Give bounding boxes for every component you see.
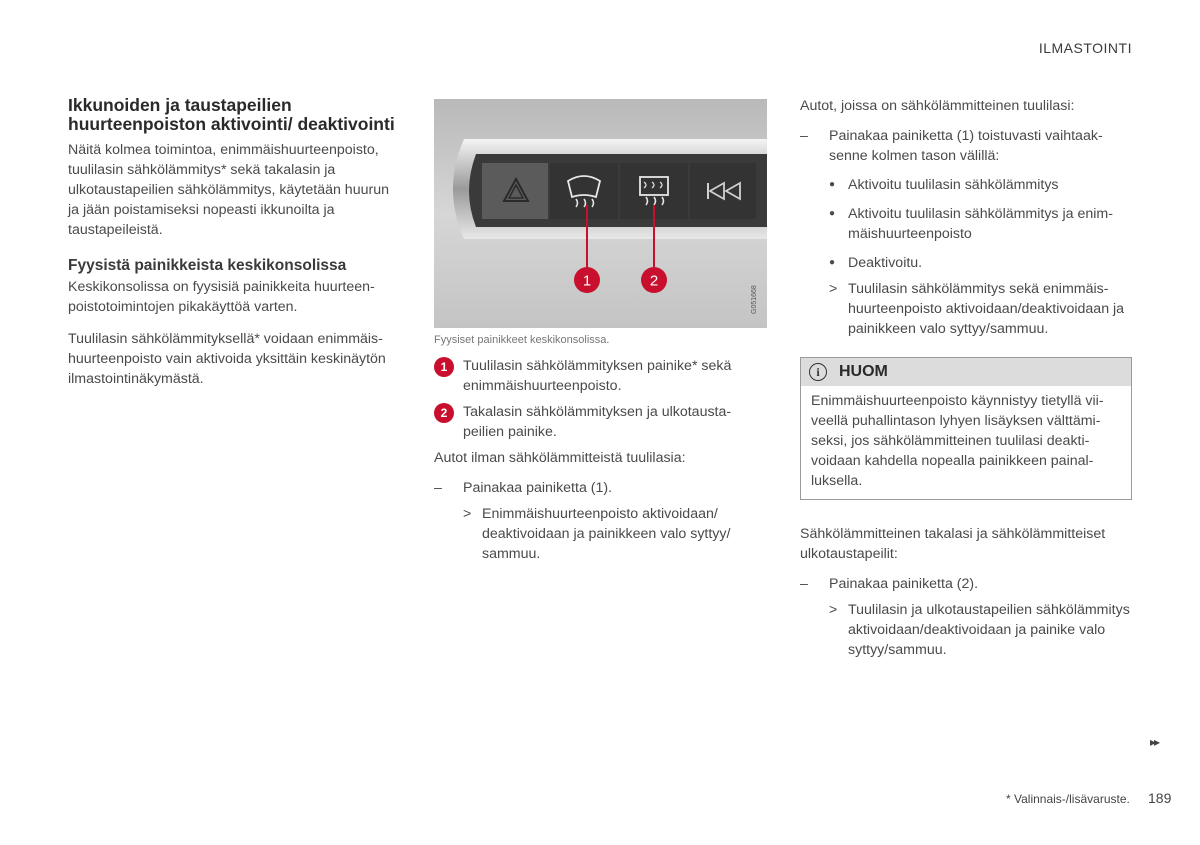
bullet-marker: ● — [829, 179, 836, 190]
note-header — [801, 358, 1131, 386]
figure-caption: Fyysiset painikkeet keskikonsolissa. — [434, 334, 610, 346]
note-box — [800, 357, 1132, 500]
section-title: ILMASTOINTI — [1038, 40, 1132, 56]
bullet-text: Aktivoitu tuulilasin sähkölämmitys — [848, 177, 1059, 193]
result-text: Tuulilasin sähkölämmitys sekä enimmäishuurteenpoisto aktivoidaan/deaktivoidaan ja painikkeen valo syttyy/sammuu. — [848, 281, 1125, 337]
bullet-marker: ● — [829, 208, 836, 219]
step-item — [434, 478, 764, 498]
callout-item-2 — [434, 402, 764, 442]
rear-window-intro: Sähkölämmitteinen takalasi ja sähkölämmitteiset ulkotaustapeilit: — [800, 526, 1106, 562]
result-item — [434, 504, 764, 564]
next-page-arrows: ▸▸ — [1150, 735, 1159, 749]
intro-paragraph: Näitä kolmea toimintoa, enimmäishuurteenpoisto, tuulilasin sähkölämmitys* sekä takalasin ja ulkotaustapeilien sähkölämmitys, käytetään huurun ja jään poistamiseksi nopeasti ikkunoilta ja taustapeileistä. — [68, 142, 389, 238]
console-buttons-illustration — [434, 99, 767, 328]
note-title: HUOM — [839, 363, 888, 380]
figure-code: G051668 — [751, 285, 758, 314]
bullet-item — [800, 253, 1132, 273]
dash-marker: – — [800, 128, 808, 144]
result-text: Tuulilasin ja ulkotaustapeilien sähkölämmitys aktivoidaan/deaktivoidaan ja painike valo syttyy/sammuu. — [848, 602, 1130, 658]
step-item — [800, 126, 1132, 166]
paragraph-console: Keskikonsolissa on fyysisiä painikkeita huurteenpoistotoimintojen pikakäyttöä varten. — [68, 279, 375, 315]
result-marker: > — [829, 602, 838, 618]
column-right — [800, 96, 1132, 660]
callout-label-1: 1 — [582, 272, 592, 290]
callout-text: Tuulilasin sähkölämmityksen painike* sekä enimmäishuurteenpoisto. — [463, 358, 732, 394]
note-body: Enimmäishuurteenpoisto käynnistyy tietyllä viiveellä puhallintason lyhyen lisäyksen välttämiseksi, jos sähkölämmitteinen tuulilasi deaktivoidaan kahdella nopealla painikkeen painalluksella. — [811, 393, 1104, 489]
previous-track-button — [690, 163, 756, 219]
column-middle — [434, 356, 764, 564]
subheading: Fyysistä painikkeista keskikonsolissa — [68, 257, 347, 274]
callout-badge: 1 — [434, 357, 454, 377]
dash-marker: – — [800, 576, 808, 592]
result-item — [800, 279, 1132, 339]
bullet-item — [800, 175, 1132, 195]
info-icon: i — [809, 363, 827, 381]
callout-badge: 2 — [434, 403, 454, 423]
step-text: Painakaa painiketta (1). — [463, 480, 613, 496]
callout-label-2: 2 — [649, 272, 659, 290]
windscreen-heat-button — [550, 163, 618, 219]
bullet-text: Aktivoitu tuulilasin sähkölämmitys ja enimmäishuurteenpoisto — [848, 206, 1113, 242]
heated-windscreen-intro: Autot, joissa on sähkölämmitteinen tuulilasi: — [800, 98, 1075, 114]
console-buttons-figure — [434, 99, 767, 328]
hazard-button — [482, 163, 548, 219]
step-text: Painakaa painiketta (2). — [829, 576, 979, 592]
bullet-text: Deaktivoitu. — [848, 255, 923, 271]
step-item — [800, 574, 1132, 594]
bullet-item — [800, 204, 1132, 244]
result-item — [800, 600, 1132, 660]
dash-marker: – — [434, 480, 442, 496]
result-marker: > — [829, 281, 838, 297]
footnote: * Valinnais-/lisävaruste. — [1006, 792, 1130, 806]
no-heated-windscreen-intro: Autot ilman sähkölämmitteistä tuulilasia: — [434, 450, 686, 466]
page-number: 189 — [1148, 790, 1172, 806]
callout-text: Takalasin sähkölämmityksen ja ulkotaustapeilien painike. — [463, 404, 732, 440]
callout-item-1 — [434, 356, 764, 396]
step-text: Painakaa painiketta (1) toistuvasti vaihtaaksenne kolmen tason välillä: — [829, 128, 1103, 164]
bullet-marker: ● — [829, 257, 836, 268]
page-heading: Ikkunoiden ja taustapeilien huurteenpoiston aktivointi/ deaktivointi — [68, 95, 395, 134]
result-marker: > — [463, 506, 472, 522]
paragraph-windscreen: Tuulilasin sähkölämmityksellä* voidaan enimmäishuurteenpoisto vain aktivoida yksittäin keskinäytön ilmastointinäkymästä. — [68, 331, 386, 387]
column-left — [68, 96, 403, 389]
result-text: Enimmäishuurteenpoisto aktivoidaan/ deaktivoidaan ja painikkeen valo syttyy/ sammuu. — [482, 506, 731, 562]
